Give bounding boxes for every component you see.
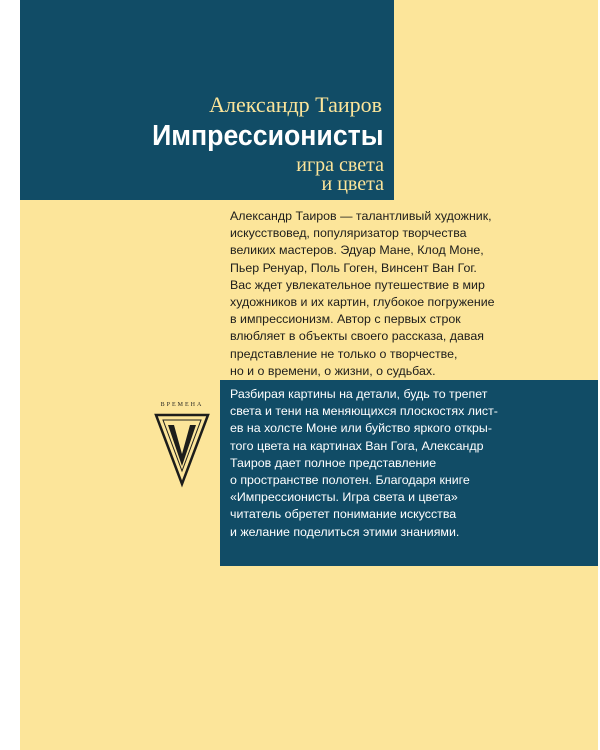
book-subtitle xyxy=(296,156,384,194)
description-line: представление не только о творчестве, xyxy=(230,346,458,361)
publisher-logo xyxy=(154,402,210,492)
subtitle-line-1: игра света xyxy=(296,154,384,176)
author-name: Александр Таиров xyxy=(209,92,382,117)
description-paragraph-1 xyxy=(230,208,520,380)
description-line: искусствовед, популяризатор творчества xyxy=(230,226,467,241)
description-line: художников и их картин, глубокое погружение xyxy=(230,295,495,310)
description-line: и желание поделиться этими знаниями. xyxy=(230,524,460,539)
description-line: того цвета на картинах Ван Гога, Александр xyxy=(230,438,484,453)
title-block xyxy=(20,0,394,200)
description-line: Таиров дает полное представление xyxy=(230,455,437,470)
description-line: влюбляет в объекты своего рассказа, давая xyxy=(230,329,484,344)
description-line: великих мастеров. Эдуар Мане, Клод Моне, xyxy=(230,243,484,258)
book-back-cover xyxy=(20,0,598,750)
description-line: Пьер Ренуар, Поль Гоген, Винсент Ван Гог. xyxy=(230,260,477,275)
book-description xyxy=(230,208,520,541)
v-triangle-logo-icon xyxy=(154,412,210,492)
description-line: «Импрессионисты. Игра света и цвета» xyxy=(230,490,458,505)
subtitle-line-2: и цвета xyxy=(321,173,384,195)
description-line: о пространстве полотен. Благодаря книге xyxy=(230,473,470,488)
book-title: Импрессионисты xyxy=(152,120,384,152)
description-line: но и о времени, о жизни, о судьбах. xyxy=(230,363,436,378)
description-paragraph-2 xyxy=(230,386,520,541)
description-line: читатель обретет понимание искусства xyxy=(230,507,457,522)
description-line: в импрессионизм. Автор с первых строк xyxy=(230,312,461,327)
description-line: Разбирая картины на детали, будь то трепет xyxy=(230,387,488,402)
description-line: Александр Таиров — талантливый художник, xyxy=(230,209,492,223)
description-line: ев на холсте Моне или буйство яркого откры- xyxy=(230,421,492,436)
description-line: Вас ждет увлекательное путешествие в мир xyxy=(230,277,485,292)
publisher-name: ВРЕМЕНА xyxy=(160,402,204,408)
description-line: света и тени на меняющихся плоскостях лист- xyxy=(230,404,498,419)
